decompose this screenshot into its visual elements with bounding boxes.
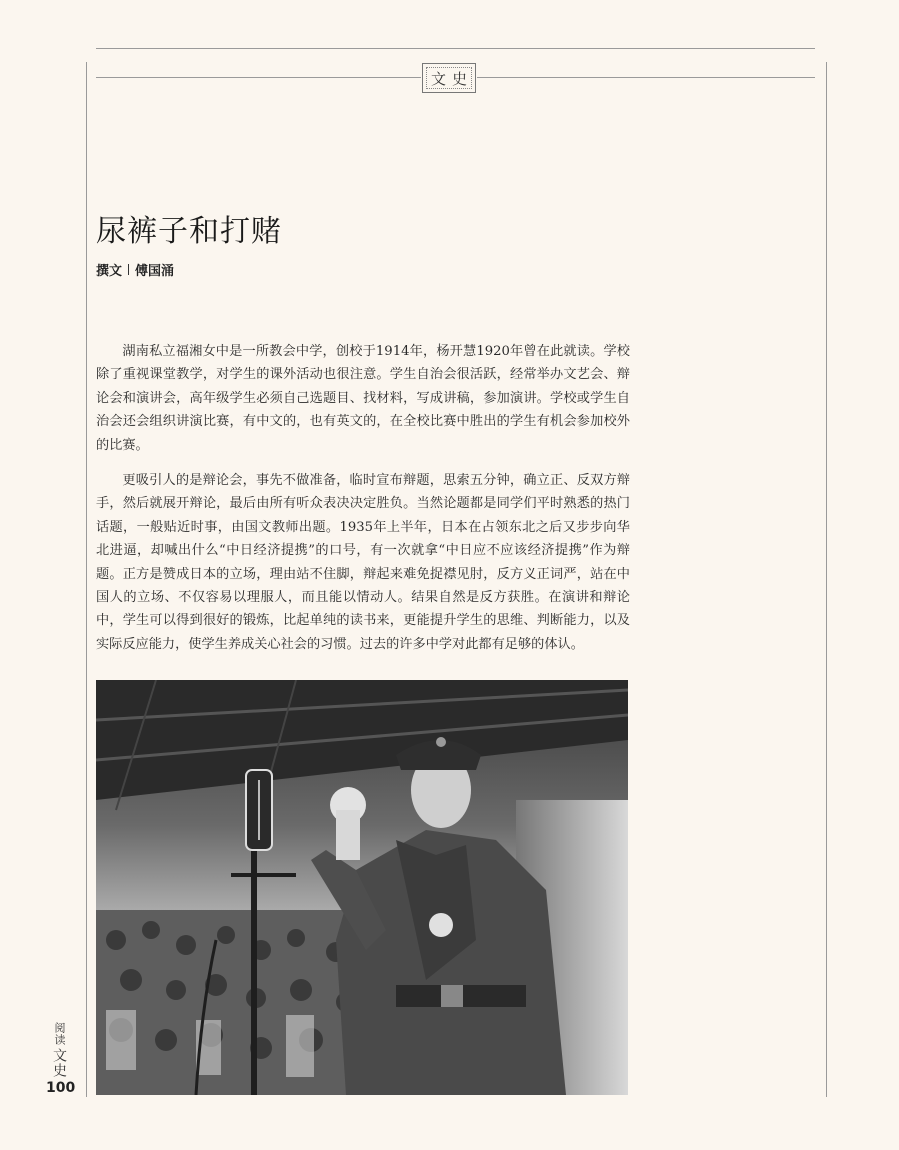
top-rule bbox=[96, 48, 815, 49]
historical-photo bbox=[96, 680, 628, 1095]
byline-separator bbox=[128, 264, 129, 275]
section-header-line-left bbox=[96, 77, 421, 78]
magazine-name-big: 文史 bbox=[51, 1048, 67, 1078]
author-name: 傅国涌 bbox=[135, 264, 175, 279]
paragraph-2: 更吸引人的是辩论会，事先不做准备，临时宣布辩题，思索五分钟，确立正、反双方辩手，然后就展开辩论，最后由所有听众表决决定胜负。当然论题都是同学们平时熟悉的热门话题，一般贴近时事，由国文教师出题。1935年上半年，日本在占领东北之后又步步向华北进逼，却喊出什么“中日经济提携”的口号，有一次就拿“中日应不应该经济提携”作为辩题。正方是赞成日本的立场，理由站不住脚，辩起来难免捉襟见肘，反方义正词严，站在中国人的立场、不仅容易以理服人，而且能以情动人。结果自然是反方获胜。在演讲和辩论中，学生可以得到很好的锻炼，比起单纯的读书来，更能提升学生的思维、判断能力，以及实际反应能力，使学生养成关心社会的习惯。过去的许多中学对此都有足够的体认。 bbox=[96, 473, 630, 652]
page-number: 100 bbox=[46, 1080, 76, 1096]
section-label: 文史 bbox=[430, 69, 473, 88]
byline bbox=[96, 260, 174, 279]
magazine-name-small: 阅读 bbox=[53, 1022, 66, 1046]
article-title: 尿裤子和打赌 bbox=[96, 214, 282, 249]
photo-speaker-at-microphone bbox=[96, 680, 628, 1095]
byline-label: 撰文 bbox=[96, 264, 123, 279]
right-margin-rule bbox=[826, 62, 827, 1097]
section-header-line-right bbox=[477, 77, 815, 78]
section-header-box bbox=[422, 63, 476, 93]
paragraph-1: 湖南私立福湘女中是一所教会中学，创校于1914年，杨开慧1920年曾在此就读。学校除了重视课堂教学，对学生的课外活动也很注意。学生自治会很活跃，经常举办文艺会、辩论会和演讲会，高年级学生必须自己选题目、找材料，写成讲稿，参加演讲。学校或学生自治会还会组织讲演比赛，有中文的，也有英文的，在全校比赛中胜出的学生有机会参加校外的比赛。 bbox=[96, 344, 630, 453]
magazine-name-vertical bbox=[46, 1022, 72, 1078]
left-margin-rule bbox=[86, 62, 87, 1097]
article-body bbox=[96, 340, 630, 668]
